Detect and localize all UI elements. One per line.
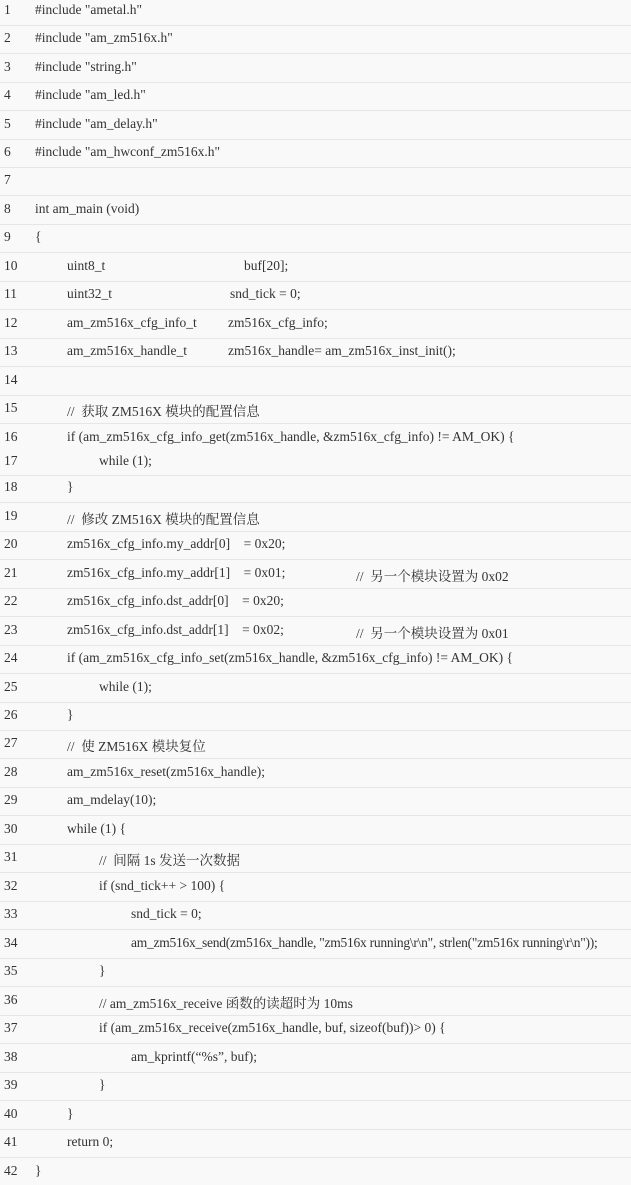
- line-number: 27: [4, 735, 18, 750]
- code-comment: // am_zm516x_receive 函数的读超时为 10ms: [99, 996, 353, 1011]
- code-line: [0, 819, 631, 845]
- code-var: zm516x_handle= am_zm516x_inst_init();: [228, 343, 456, 358]
- line-number: 30: [4, 821, 18, 836]
- code-line: [0, 85, 631, 111]
- code-line: [0, 648, 631, 674]
- code-line: [0, 762, 631, 788]
- code-text: #include "am_hwconf_zm516x.h": [35, 144, 220, 159]
- line-number: 17: [4, 453, 18, 468]
- line-number: 2: [4, 30, 11, 45]
- code-text: return 0;: [67, 1134, 114, 1149]
- code-line: [0, 142, 631, 168]
- line-number: 6: [4, 144, 11, 159]
- code-var: snd_tick = 0;: [230, 286, 301, 301]
- code-line: [0, 28, 631, 54]
- code-text: while (1);: [99, 453, 152, 468]
- code-var: buf[20];: [244, 258, 289, 273]
- code-line: [0, 563, 631, 589]
- code-line: [0, 534, 631, 560]
- line-number: 39: [4, 1077, 18, 1092]
- code-text: {: [35, 229, 42, 244]
- line-number: 24: [4, 650, 18, 665]
- code-line: [0, 199, 631, 225]
- code-text: zm516x_cfg_info.dst_addr[1] = 0x02;: [67, 622, 284, 637]
- code-line: [0, 620, 631, 646]
- code-text: int am_main (void): [35, 201, 140, 216]
- code-line: [0, 1075, 631, 1101]
- code-text: if (am_zm516x_receive(zm516x_handle, buf, sizeof(buf))> 0) {: [99, 1020, 446, 1035]
- code-line: [0, 170, 631, 196]
- code-text: am_kprintf(“%s”, buf);: [131, 1049, 257, 1064]
- code-text: #include "am_led.h": [35, 87, 146, 102]
- line-number: 25: [4, 679, 18, 694]
- line-number: 28: [4, 764, 18, 779]
- line-number: 36: [4, 992, 18, 1007]
- code-text: #include "am_zm516x.h": [35, 30, 173, 45]
- code-line: [0, 341, 631, 367]
- code-line: [0, 1161, 631, 1185]
- code-line: [0, 398, 631, 424]
- line-number: 9: [4, 229, 11, 244]
- line-number: 33: [4, 906, 18, 921]
- code-comment: // 另一个模块设置为 0x01: [356, 626, 509, 641]
- line-number: 32: [4, 878, 18, 893]
- code-text: am_zm516x_send(zm516x_handle, "zm516x running\r\n", strlen("zm516x running\r\n"));: [131, 935, 598, 950]
- code-text: }: [67, 1106, 74, 1121]
- code-text: while (1) {: [67, 821, 126, 836]
- line-number: 11: [4, 286, 17, 301]
- code-text: if (snd_tick++ > 100) {: [99, 878, 226, 893]
- code-line: [0, 904, 631, 930]
- code-line: [0, 990, 631, 1016]
- line-number: 19: [4, 508, 18, 523]
- code-type: am_zm516x_handle_t: [67, 343, 187, 358]
- code-text: zm516x_cfg_info.my_addr[1] = 0x01;: [67, 565, 286, 580]
- code-text: }: [35, 1163, 42, 1178]
- code-comment: // 间隔 1s 发送一次数据: [99, 853, 241, 868]
- line-number: 34: [4, 935, 18, 950]
- code-line: [0, 370, 631, 396]
- code-comment: // 使 ZM516X 模块复位: [67, 739, 206, 754]
- line-number: 15: [4, 400, 18, 415]
- line-number: 42: [4, 1163, 18, 1178]
- code-line: [0, 876, 631, 902]
- code-text: }: [99, 963, 106, 978]
- line-number: 4: [4, 87, 11, 102]
- code-line: [0, 451, 631, 476]
- code-type: uint32_t: [67, 286, 113, 301]
- code-line: [0, 847, 631, 873]
- line-number: 21: [4, 565, 18, 580]
- code-line: [0, 427, 631, 451]
- line-number: 3: [4, 59, 11, 74]
- line-number: 1: [4, 2, 11, 17]
- code-line: [0, 114, 631, 140]
- line-number: 12: [4, 315, 18, 330]
- line-number: 13: [4, 343, 18, 358]
- code-text: #include "am_delay.h": [35, 116, 158, 131]
- line-number: 26: [4, 707, 18, 722]
- code-text: snd_tick = 0;: [131, 906, 202, 921]
- code-line: [0, 313, 631, 339]
- code-comment: // 获取 ZM516X 模块的配置信息: [67, 404, 260, 419]
- code-line: [0, 0, 631, 26]
- code-var: zm516x_cfg_info;: [228, 315, 328, 330]
- code-line: [0, 591, 631, 617]
- code-text: #include "ametal.h": [35, 2, 142, 17]
- line-number: 23: [4, 622, 18, 637]
- line-number: 22: [4, 593, 18, 608]
- code-text: if (am_zm516x_cfg_info_set(zm516x_handle, &zm516x_cfg_info) != AM_OK) {: [67, 650, 513, 665]
- line-number: 16: [4, 429, 18, 444]
- line-number: 31: [4, 849, 18, 864]
- code-line: [0, 256, 631, 282]
- code-line: [0, 1132, 631, 1158]
- code-text: zm516x_cfg_info.dst_addr[0] = 0x20;: [67, 593, 284, 608]
- line-number: 37: [4, 1020, 18, 1035]
- code-text: am_mdelay(10);: [67, 792, 157, 807]
- code-text: zm516x_cfg_info.my_addr[0] = 0x20;: [67, 536, 286, 551]
- code-line: [0, 1047, 631, 1073]
- code-line: [0, 790, 631, 816]
- line-number: 29: [4, 792, 18, 807]
- code-line: [0, 733, 631, 759]
- code-type: uint8_t: [67, 258, 106, 273]
- line-number: 41: [4, 1134, 18, 1149]
- code-line: [0, 227, 631, 253]
- code-line: [0, 57, 631, 83]
- line-number: 8: [4, 201, 11, 216]
- line-number: 14: [4, 372, 18, 387]
- code-type: am_zm516x_cfg_info_t: [67, 315, 197, 330]
- code-line: [0, 677, 631, 703]
- code-text: }: [67, 479, 74, 494]
- code-text: am_zm516x_reset(zm516x_handle);: [67, 764, 265, 779]
- line-number: 10: [4, 258, 18, 273]
- code-text: while (1);: [99, 679, 152, 694]
- code-text: }: [67, 707, 74, 722]
- code-line: [0, 477, 631, 503]
- code-line: [0, 933, 631, 959]
- line-number: 7: [4, 172, 11, 187]
- line-number: 18: [4, 479, 18, 494]
- code-line: [0, 1104, 631, 1130]
- code-line: [0, 506, 631, 532]
- line-number: 40: [4, 1106, 18, 1121]
- code-line: [0, 705, 631, 731]
- code-text: if (am_zm516x_cfg_info_get(zm516x_handle, &zm516x_cfg_info) != AM_OK) {: [67, 429, 515, 444]
- line-number: 5: [4, 116, 11, 131]
- line-number: 35: [4, 963, 18, 978]
- code-line: [0, 961, 631, 987]
- code-comment: // 另一个模块设置为 0x02: [356, 569, 509, 584]
- code-line: [0, 284, 631, 310]
- code-comment: // 修改 ZM516X 模块的配置信息: [67, 512, 260, 527]
- line-number: 38: [4, 1049, 18, 1064]
- code-text: }: [99, 1077, 106, 1092]
- line-number: 20: [4, 536, 18, 551]
- code-line: [0, 1018, 631, 1044]
- code-text: #include "string.h": [35, 59, 137, 74]
